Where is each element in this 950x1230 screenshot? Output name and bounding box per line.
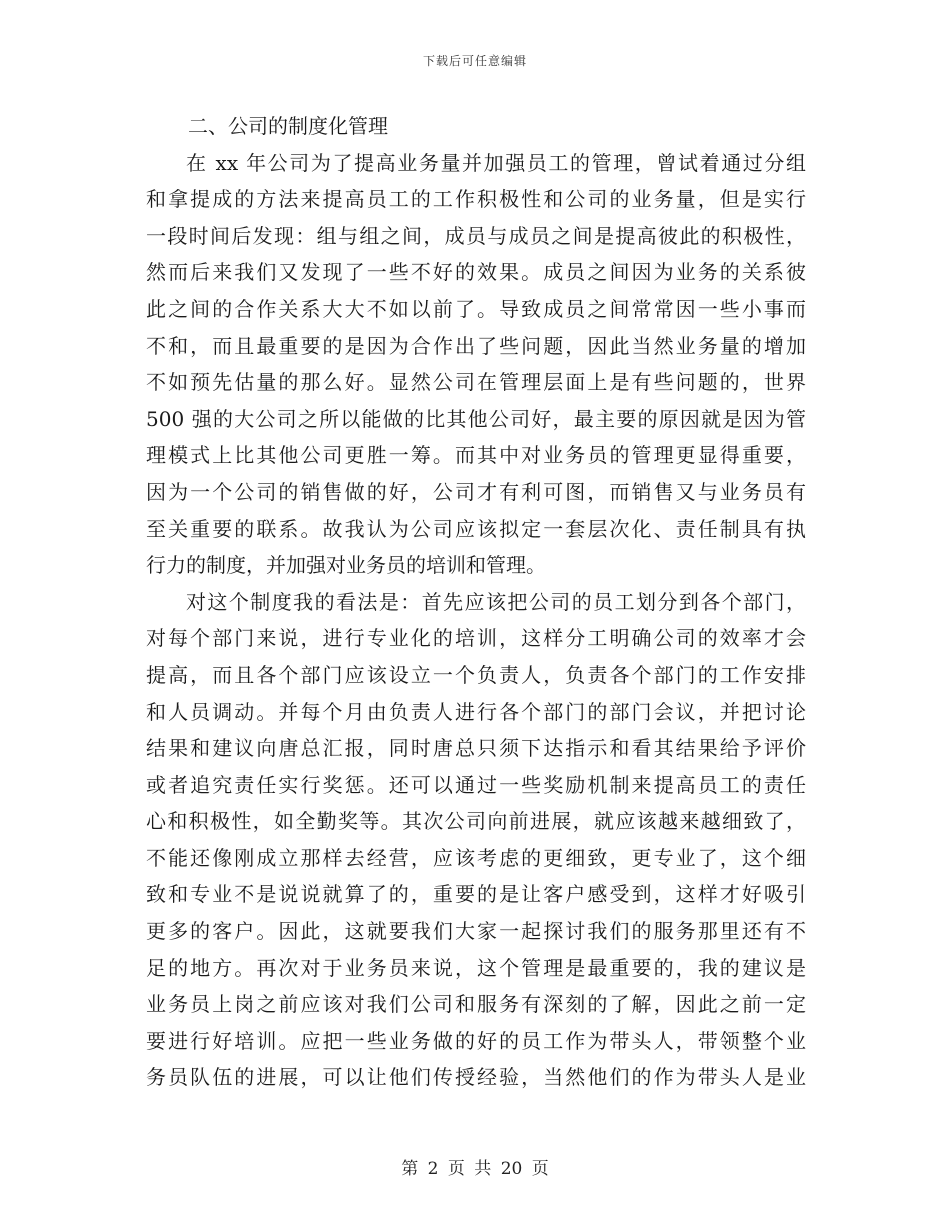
text-line: 心和积极性，如全勤奖等。其次公司向前进展，就应该越来越细致了，: [146, 809, 806, 834]
paragraph-1: [146, 145, 806, 584]
text-line: 或者追究责任实行奖惩。还可以通过一些奖励机制来提高员工的责任: [146, 772, 806, 797]
text-line: 对每个部门来说，进行专业化的培训，这样分工明确公司的效率才会: [146, 626, 806, 651]
page-header: 下载后可任意编辑: [422, 54, 527, 68]
text-line: 和拿提成的方法来提高员工的工作积极性和公司的业务量，但是实行: [146, 187, 806, 212]
text-line: 不能还像刚成立那样去经营，应该考虑的更细致，更专业了，这个细: [146, 845, 806, 870]
text-line: 然而后来我们又发现了一些不好的效果。成员之间因为业务的关系彼: [146, 260, 806, 285]
text-line: 行力的制度，并加强对业务员的培训和管理。: [146, 553, 546, 578]
document-body: [146, 108, 806, 1096]
text-line: 足的地方。再次对于业务员来说，这个管理是最重要的，我的建议是: [146, 955, 806, 980]
text-line: 业务员上岗之前应该对我们公司和服务有深刻的了解，因此之前一定: [146, 992, 806, 1017]
text-line: 更多的客户。因此，这就要我们大家一起探讨我们的服务那里还有不: [146, 919, 806, 944]
text-line: 因为一个公司的销售做的好，公司才有利可图，而销售又与业务员有: [146, 479, 806, 504]
text-line: 此之间的合作关系大大不如以前了。导致成员之间常常因一些小事而: [146, 296, 806, 321]
text-line: 至关重要的联系。故我认为公司应该拟定一套层次化、责任制具有执: [146, 516, 806, 541]
text-line: 致和专业不是说说就算了的，重要的是让客户感受到，这样才好吸引: [146, 882, 806, 907]
text-line: 500 强的大公司之所以能做的比其他公司好，最主要的原因就是因为管: [146, 406, 806, 431]
section-heading: 二、公司的制度化管理: [188, 114, 388, 138]
text-line: 不和，而且最重要的是因为合作出了些问题，因此当然业务量的增加: [146, 333, 806, 358]
text-line: 要进行好培训。应把一些业务做的好的员工作为带头人，带领整个业: [146, 1028, 806, 1053]
text-line: 务员队伍的进展，可以让他们传授经验，当然他们的作为带头人是业: [146, 1065, 806, 1090]
text-line: 一段时间后发现：组与组之间，成员与成员之间是提高彼此的积极性，: [146, 223, 806, 248]
text-line: 结果和建议向唐总汇报，同时唐总只须下达指示和看其结果给予评价: [146, 736, 806, 761]
text-line: 对这个制度我的看法是：首先应该把公司的员工划分到各个部门，: [186, 589, 806, 614]
text-line: 提高，而且各个部门应该设立一个负责人，负责各个部门的工作安排: [146, 662, 806, 687]
text-line: 理模式上比其他公司更胜一筹。而其中对业务员的管理更显得重要，: [146, 443, 806, 468]
text-line: 不如预先估量的那么好。显然公司在管理层面上是有些问题的，世界: [146, 370, 806, 395]
page-number-footer: 第 2 页 共 20 页: [401, 1159, 549, 1179]
paragraph-2: [146, 584, 806, 1096]
text-line: 和人员调动。并每个月由负责人进行各个部门的部门会议，并把讨论: [146, 699, 806, 724]
text-line: 在 xx 年公司为了提高业务量并加强员工的管理，曾试着通过分组: [186, 150, 806, 175]
